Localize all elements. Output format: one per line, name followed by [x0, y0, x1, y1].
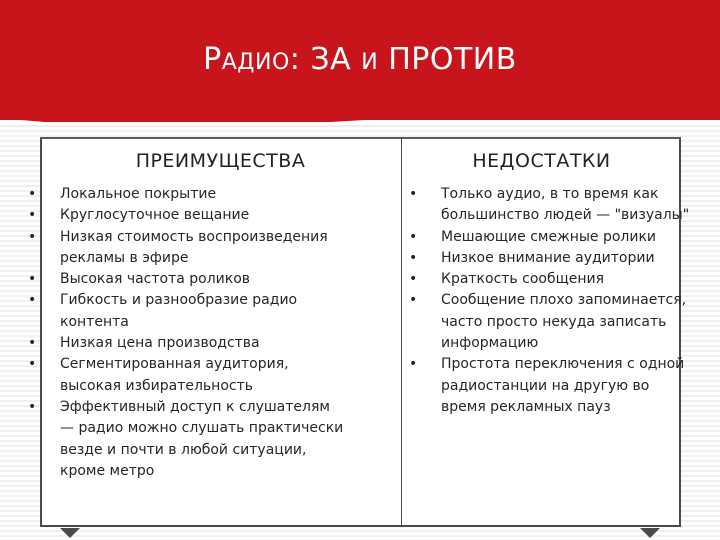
bullet-icon: • [28, 335, 37, 352]
list-item: • Простота переключения с одной радиостанции на другую во время рекламных пауз [409, 356, 685, 415]
cons-header: НЕДОСТАТКИ [472, 150, 611, 172]
list-item: • Круглосуточное вещание [24, 205, 344, 226]
bullet-icon: • [409, 271, 418, 288]
bullet-icon: • [28, 186, 37, 202]
bullet-icon: • [28, 271, 37, 288]
bullet-icon: • [409, 228, 418, 245]
bullet-icon: • [28, 292, 37, 309]
list-item: • Гибкость и разнообразие радио контента [28, 292, 298, 330]
list-item: • Краткость сообщения [405, 269, 695, 290]
list-item: • Низкое внимание аудитории [405, 248, 695, 269]
list-item: • Сообщение плохо запоминается, часто просто некуда записать информацию [409, 292, 687, 352]
bullet-icon: • [409, 249, 418, 266]
bullet-icon: • [28, 398, 37, 415]
pros-list [24, 184, 344, 482]
arrow-right-icon [640, 528, 660, 538]
list-item: • Сегментированная аудитория, высокая избирательность [28, 356, 289, 394]
column-divider [401, 137, 402, 525]
list-item: • Низкая стоимость воспроизведения рекламы в эфире [28, 228, 328, 266]
bullet-icon: • [409, 186, 418, 202]
slide-title: РАДИО: ЗА И ПРОТИВ [203, 42, 517, 77]
bullet-icon: • [28, 207, 37, 224]
cons-list [405, 184, 695, 418]
list-item: • Эффективный доступ к слушателям — радио можно слушать практически везде и почти в любой ситуации, кроме метро [28, 398, 344, 479]
list-item: • Низкая цена производства [24, 333, 344, 354]
bullet-icon: • [409, 292, 418, 309]
bullet-icon: • [28, 228, 37, 245]
table-top-border [40, 137, 681, 139]
arrow-left-icon [60, 528, 80, 538]
bullet-icon: • [409, 356, 418, 373]
table-bottom-border [40, 525, 681, 527]
list-item: • Локальное покрытие [24, 184, 344, 205]
pros-header: ПРЕИМУЩЕСТВА [135, 150, 306, 172]
list-item: • Высокая частота роликов [24, 269, 344, 290]
bullet-icon: • [28, 356, 37, 373]
list-item: • Мешающие смежные ролики [405, 227, 695, 248]
list-item: • Только аудио, в то время как большинство людей — "визуалы" [409, 186, 690, 224]
